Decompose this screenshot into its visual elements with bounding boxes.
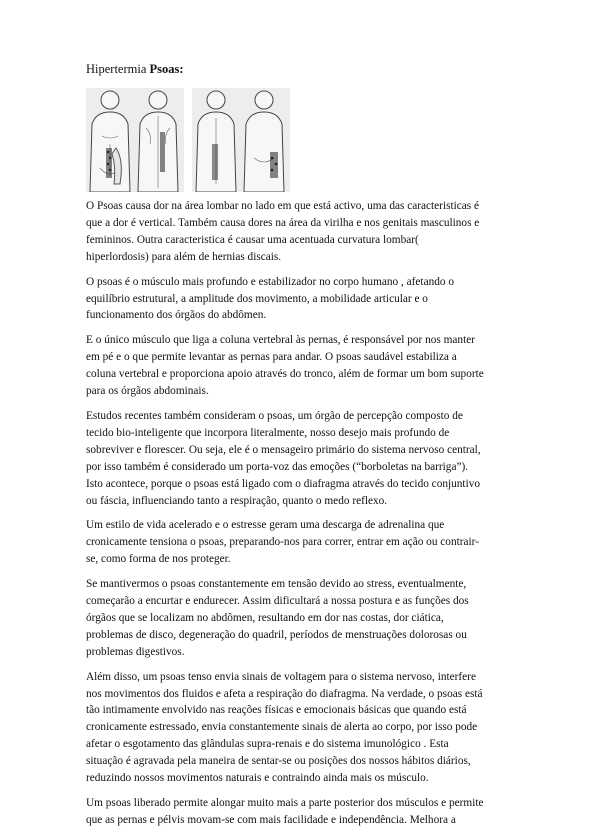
figure-panel-right [192,88,290,192]
paragraph-line: para os órgãos abdominais. [86,385,209,398]
paragraph-line: cronicamente tensiona o psoas, preparando-nos para correr, entrar em ação ou contrair- [86,536,479,549]
paragraph-line: O Psoas causa dor na área lombar no lado em que está activo, uma das caracteristicas é [86,200,480,212]
paragraph-line: cronicamente estressado, envia constantemente sinais de alerta ao corpo, por isso pode [86,721,478,734]
paragraph-line: Um estilo de vida acelerado e o estresse geram uma descarga de adrenalina que [86,519,445,532]
paragraph [86,198,526,266]
paragraph-line: Isto acontece, porque o psoas está ligado com o diafragma através do tecido conjuntivo [86,477,481,490]
paragraph-line: femininos. Outra caracteristica é causar uma acentuada curvatura lombar( [86,233,419,246]
paragraph-line: por isso também é considerado um porta-voz das emoções (“borboletas na barriga”). [86,460,469,473]
document-body [86,198,526,837]
paragraph-line: que as pernas e pélvis movam-se com mais facilidade e independência. Melhora a [86,813,456,826]
paragraph [86,669,526,787]
title-prefix: Hipertermia [86,62,150,76]
paragraph-line: ou fáscia, influenciando tanto a respiração, quanto o medo reflexo. [86,494,388,507]
paragraph [86,576,526,661]
paragraph-line: tão intimamente envolvido nas reações físicas e emocionais básicas que quando está [86,704,467,717]
paragraph [86,274,526,325]
paragraph [86,517,526,568]
paragraph-line: hiperlordosis) para além de hernias discais. [86,250,282,263]
paragraph-line: Além disso, um psoas tenso envia sinais de voltagem para o sistema nervoso, interfere [86,670,476,683]
paragraph-line: começarão a encurtar e endurecer. Assim dificultará a nossa postura e as funções dos [86,595,469,608]
document-title [86,62,184,77]
paragraph-line: em pé e o que permite levantar as pernas para andar. O psoas saudável estabiliza a [86,351,457,364]
paragraph-line: tecido bio-inteligente que incorpora literalmente, nosso desejo mais profundo de [86,426,450,439]
paragraph-line: situação é agravada pela maneira de sentar-se ou posições dos nossos hábitos diários, [86,755,471,768]
paragraph-line: Se mantivermos o psoas constantemente em tensão devido ao stress, eventualmente, [86,578,467,591]
paragraph-line: problemas digestivos. [86,645,185,658]
paragraph-line: sobreviver e florescer. Ou seja, ele é o mensageiro primário do sistema nervoso central, [86,443,481,456]
paragraph-line: se, como forma de nos proteger. [86,553,231,566]
paragraph [86,332,526,400]
paragraph-line: funcionamento dos órgãos do abdômen. [86,309,267,322]
paragraph-line: que a dor é vertical. Também causa dores na área da virilha e nos genitais masculinos e [86,216,480,229]
paragraph [86,408,526,509]
paragraph-line: equilíbrio estrutural, a amplitude dos movimento, a mobilidade articular e o [86,292,428,305]
paragraph-line: Um psoas liberado permite alongar muito mais a parte posterior dos músculos e permite [86,797,484,809]
paragraph-line: coluna vertebral e proporciona apoio através do tronco, além de formar um bom suporte [86,368,484,381]
title-bold: Psoas: [149,62,184,76]
figure-panel-left [86,88,184,192]
paragraph-line: órgãos que se localizam no abdômen, resultando em dor nas costas, dor ciática, [86,611,444,624]
paragraph-line: O psoas é o músculo mais profundo e estabilizador no corpo humano , afetando o [86,275,454,288]
paragraph-line: problemas de disco, degeneração do quadril, períodos de menstruações dolorosas ou [86,628,467,641]
paragraph-line: afetar o esgotamento das glândulas supra-renais e do sistema imunológico . Esta [86,738,449,751]
psoas-pain-illustration-icon [86,88,290,192]
paragraph-line: E o único músculo que liga a coluna vertebral às pernas, é responsável por nos manter [86,334,475,347]
paragraph-line: reduzindo nossos movimentos naturais e contraindo ainda mais os músculo. [86,772,429,785]
paragraph-line: Estudos recentes também consideram o psoas, um órgão de percepção composto de [86,409,463,422]
paragraph-line: nos movimentos dos fluidos e afeta a respiração do diafragma. Na verdade, o psoas está [86,687,483,700]
paragraph [86,795,526,829]
